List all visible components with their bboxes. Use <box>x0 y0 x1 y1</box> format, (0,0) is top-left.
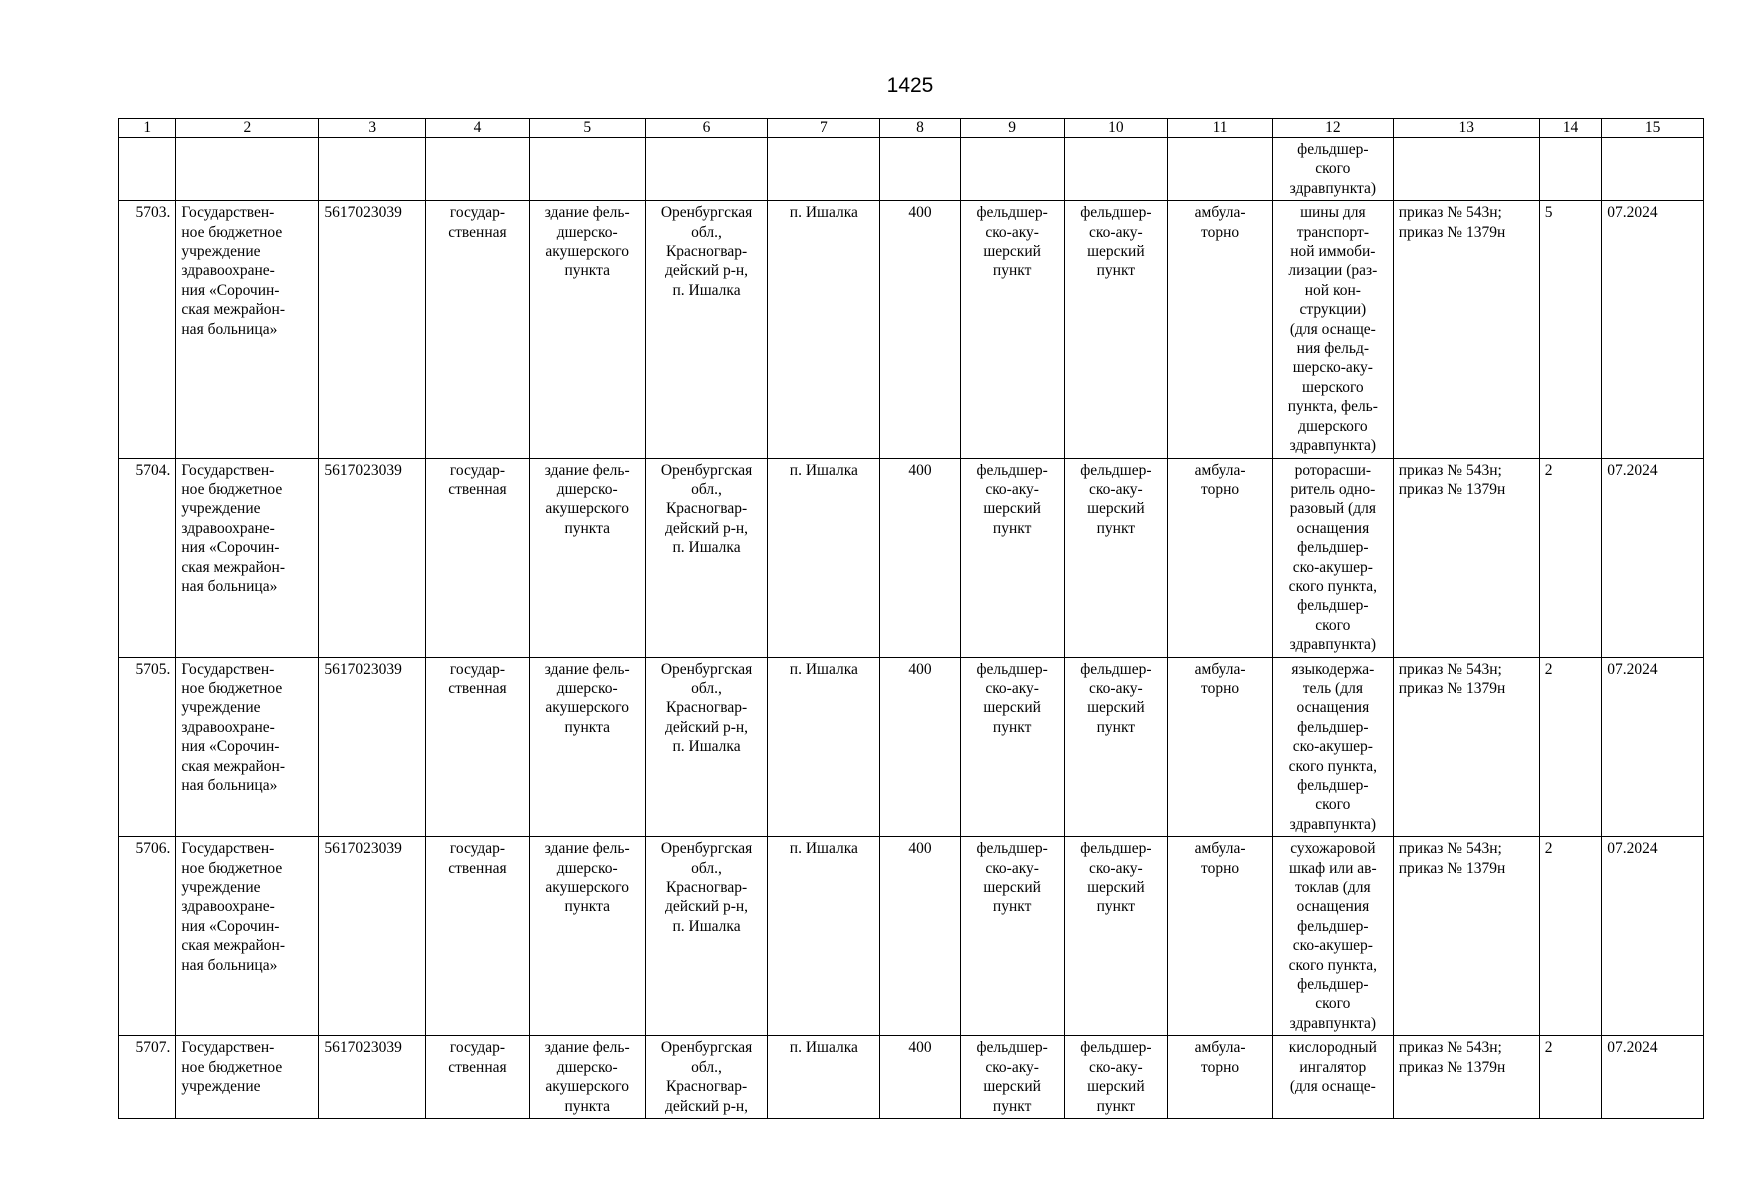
subdivision-type-cell: фельдшер- ско-аку- шерский пункт <box>1064 458 1168 657</box>
address-cell: Оренбургская обл., Красногвар- дейский р-н, п. Ишалка <box>645 201 768 458</box>
building-type-cell: здание фель- дшерско- акушерского пункта <box>529 201 645 458</box>
equipment-name-cell: сухожаровой шкаф или ав- токлав (для оснащения фельдшер- ско-акушер- ского пункта, фельдшер- ского здравпункта) <box>1272 837 1393 1036</box>
column-header: 14 <box>1539 119 1601 138</box>
address-cell <box>645 138 768 201</box>
building-type-cell: здание фель- дшерско- акушерского пункта <box>529 1036 645 1119</box>
quantity-cell: 2 <box>1539 837 1601 1036</box>
population-cell: 400 <box>880 1036 961 1119</box>
population-cell: 400 <box>880 201 961 458</box>
quantity-cell: 2 <box>1539 1036 1601 1119</box>
column-header: 10 <box>1064 119 1168 138</box>
inn-cell: 5617023039 <box>319 1036 426 1119</box>
ownership-form-cell: государ- ственная <box>426 201 530 458</box>
table-row <box>119 458 1704 657</box>
facility-type-cell: фельдшер- ско-аку- шерский пункт <box>960 837 1064 1036</box>
population-cell <box>880 138 961 201</box>
equipment-name-cell: шины для транспорт- ной иммоби- лизации (раз- ной кон- струкции) (для оснаще- ния фельд- шерско-аку- шерского пункта, фель- дшерского здравпункта) <box>1272 201 1393 458</box>
institution-name-cell: Государствен- ное бюджетное учреждение здравоохране- ния «Сорочин- ская межрайон- ная больница» <box>176 837 319 1036</box>
row-number-cell: 5706. <box>119 837 176 1036</box>
table-row <box>119 138 1704 201</box>
header-row <box>119 119 1704 138</box>
order-reference-cell: приказ № 543н; приказ № 1379н <box>1393 837 1539 1036</box>
order-reference-cell: приказ № 543н; приказ № 1379н <box>1393 1036 1539 1119</box>
facility-type-cell: фельдшер- ско-аку- шерский пункт <box>960 1036 1064 1119</box>
row-number-cell <box>119 138 176 201</box>
column-header: 8 <box>880 119 961 138</box>
address-cell: Оренбургская обл., Красногвар- дейский р-н, п. Ишалка <box>645 657 768 837</box>
settlement-cell: п. Ишалка <box>768 1036 880 1119</box>
column-header: 9 <box>960 119 1064 138</box>
date-cell: 07.2024 <box>1602 657 1704 837</box>
building-type-cell: здание фель- дшерско- акушерского пункта <box>529 458 645 657</box>
care-form-cell: амбула- торно <box>1168 201 1273 458</box>
column-header: 11 <box>1168 119 1273 138</box>
institution-name-cell: Государствен- ное бюджетное учреждение здравоохране- ния «Сорочин- ская межрайон- ная больница» <box>176 201 319 458</box>
building-type-cell: здание фель- дшерско- акушерского пункта <box>529 657 645 837</box>
institution-name-cell: Государствен- ное бюджетное учреждение <box>176 1036 319 1119</box>
row-number-cell: 5707. <box>119 1036 176 1119</box>
subdivision-type-cell: фельдшер- ско-аку- шерский пункт <box>1064 837 1168 1036</box>
care-form-cell: амбула- торно <box>1168 837 1273 1036</box>
page-number: 1425 <box>886 74 934 97</box>
column-header: 5 <box>529 119 645 138</box>
column-header: 4 <box>426 119 530 138</box>
building-type-cell: здание фель- дшерско- акушерского пункта <box>529 837 645 1036</box>
column-header: 2 <box>176 119 319 138</box>
inn-cell: 5617023039 <box>319 837 426 1036</box>
building-type-cell <box>529 138 645 201</box>
order-reference-cell <box>1393 138 1539 201</box>
ownership-form-cell: государ- ственная <box>426 837 530 1036</box>
inn-cell: 5617023039 <box>319 458 426 657</box>
row-number-cell: 5705. <box>119 657 176 837</box>
facility-type-cell <box>960 138 1064 201</box>
ownership-form-cell: государ- ственная <box>426 657 530 837</box>
institution-name-cell <box>176 138 319 201</box>
address-cell: Оренбургская обл., Красногвар- дейский р-н, п. Ишалка <box>645 458 768 657</box>
inn-cell: 5617023039 <box>319 201 426 458</box>
facility-type-cell: фельдшер- ско-аку- шерский пункт <box>960 201 1064 458</box>
settlement-cell: п. Ишалка <box>768 458 880 657</box>
column-header: 15 <box>1602 119 1704 138</box>
equipment-name-cell: кислородный ингалятор (для оснаще- <box>1272 1036 1393 1119</box>
column-header: 6 <box>645 119 768 138</box>
settlement-cell <box>768 138 880 201</box>
order-reference-cell: приказ № 543н; приказ № 1379н <box>1393 201 1539 458</box>
column-header: 1 <box>119 119 176 138</box>
settlement-cell: п. Ишалка <box>768 657 880 837</box>
subdivision-type-cell: фельдшер- ско-аку- шерский пункт <box>1064 201 1168 458</box>
date-cell: 07.2024 <box>1602 1036 1704 1119</box>
population-cell: 400 <box>880 458 961 657</box>
care-form-cell: амбула- торно <box>1168 458 1273 657</box>
date-cell <box>1602 138 1704 201</box>
row-number-cell: 5704. <box>119 458 176 657</box>
equipment-name-cell: роторасши- ритель одно- разовый (для оснащения фельдшер- ско-акушер- ского пункта, фельдшер- ского здравпункта) <box>1272 458 1393 657</box>
population-cell: 400 <box>880 837 961 1036</box>
date-cell: 07.2024 <box>1602 458 1704 657</box>
facility-type-cell: фельдшер- ско-аку- шерский пункт <box>960 458 1064 657</box>
row-number-cell: 5703. <box>119 201 176 458</box>
quantity-cell: 2 <box>1539 657 1601 837</box>
table-row <box>119 837 1704 1036</box>
column-header: 12 <box>1272 119 1393 138</box>
column-header: 7 <box>768 119 880 138</box>
care-form-cell <box>1168 138 1273 201</box>
population-cell: 400 <box>880 657 961 837</box>
subdivision-type-cell: фельдшер- ско-аку- шерский пункт <box>1064 657 1168 837</box>
date-cell: 07.2024 <box>1602 837 1704 1036</box>
institution-name-cell: Государствен- ное бюджетное учреждение здравоохране- ния «Сорочин- ская межрайон- ная больница» <box>176 458 319 657</box>
ownership-form-cell <box>426 138 530 201</box>
table-row <box>119 201 1704 458</box>
quantity-cell: 5 <box>1539 201 1601 458</box>
table-row <box>119 1036 1704 1119</box>
address-cell: Оренбургская обл., Красногвар- дейский р-н, п. Ишалка <box>645 837 768 1036</box>
registry-table <box>118 118 1704 1119</box>
settlement-cell: п. Ишалка <box>768 837 880 1036</box>
subdivision-type-cell <box>1064 138 1168 201</box>
inn-cell: 5617023039 <box>319 657 426 837</box>
care-form-cell: амбула- торно <box>1168 1036 1273 1119</box>
order-reference-cell: приказ № 543н; приказ № 1379н <box>1393 458 1539 657</box>
quantity-cell <box>1539 138 1601 201</box>
quantity-cell: 2 <box>1539 458 1601 657</box>
order-reference-cell: приказ № 543н; приказ № 1379н <box>1393 657 1539 837</box>
ownership-form-cell: государ- ственная <box>426 1036 530 1119</box>
equipment-name-cell: фельдшер- ского здравпункта) <box>1272 138 1393 201</box>
column-header: 3 <box>319 119 426 138</box>
ownership-form-cell: государ- ственная <box>426 458 530 657</box>
date-cell: 07.2024 <box>1602 201 1704 458</box>
address-cell: Оренбургская обл., Красногвар- дейский р-н, <box>645 1036 768 1119</box>
care-form-cell: амбула- торно <box>1168 657 1273 837</box>
equipment-name-cell: языкодержа- тель (для оснащения фельдшер- ско-акушер- ского пункта, фельдшер- ского здравпункта) <box>1272 657 1393 837</box>
facility-type-cell: фельдшер- ско-аку- шерский пункт <box>960 657 1064 837</box>
column-header: 13 <box>1393 119 1539 138</box>
table-row <box>119 657 1704 837</box>
institution-name-cell: Государствен- ное бюджетное учреждение здравоохране- ния «Сорочин- ская межрайон- ная больница» <box>176 657 319 837</box>
settlement-cell: п. Ишалка <box>768 201 880 458</box>
inn-cell <box>319 138 426 201</box>
subdivision-type-cell: фельдшер- ско-аку- шерский пункт <box>1064 1036 1168 1119</box>
